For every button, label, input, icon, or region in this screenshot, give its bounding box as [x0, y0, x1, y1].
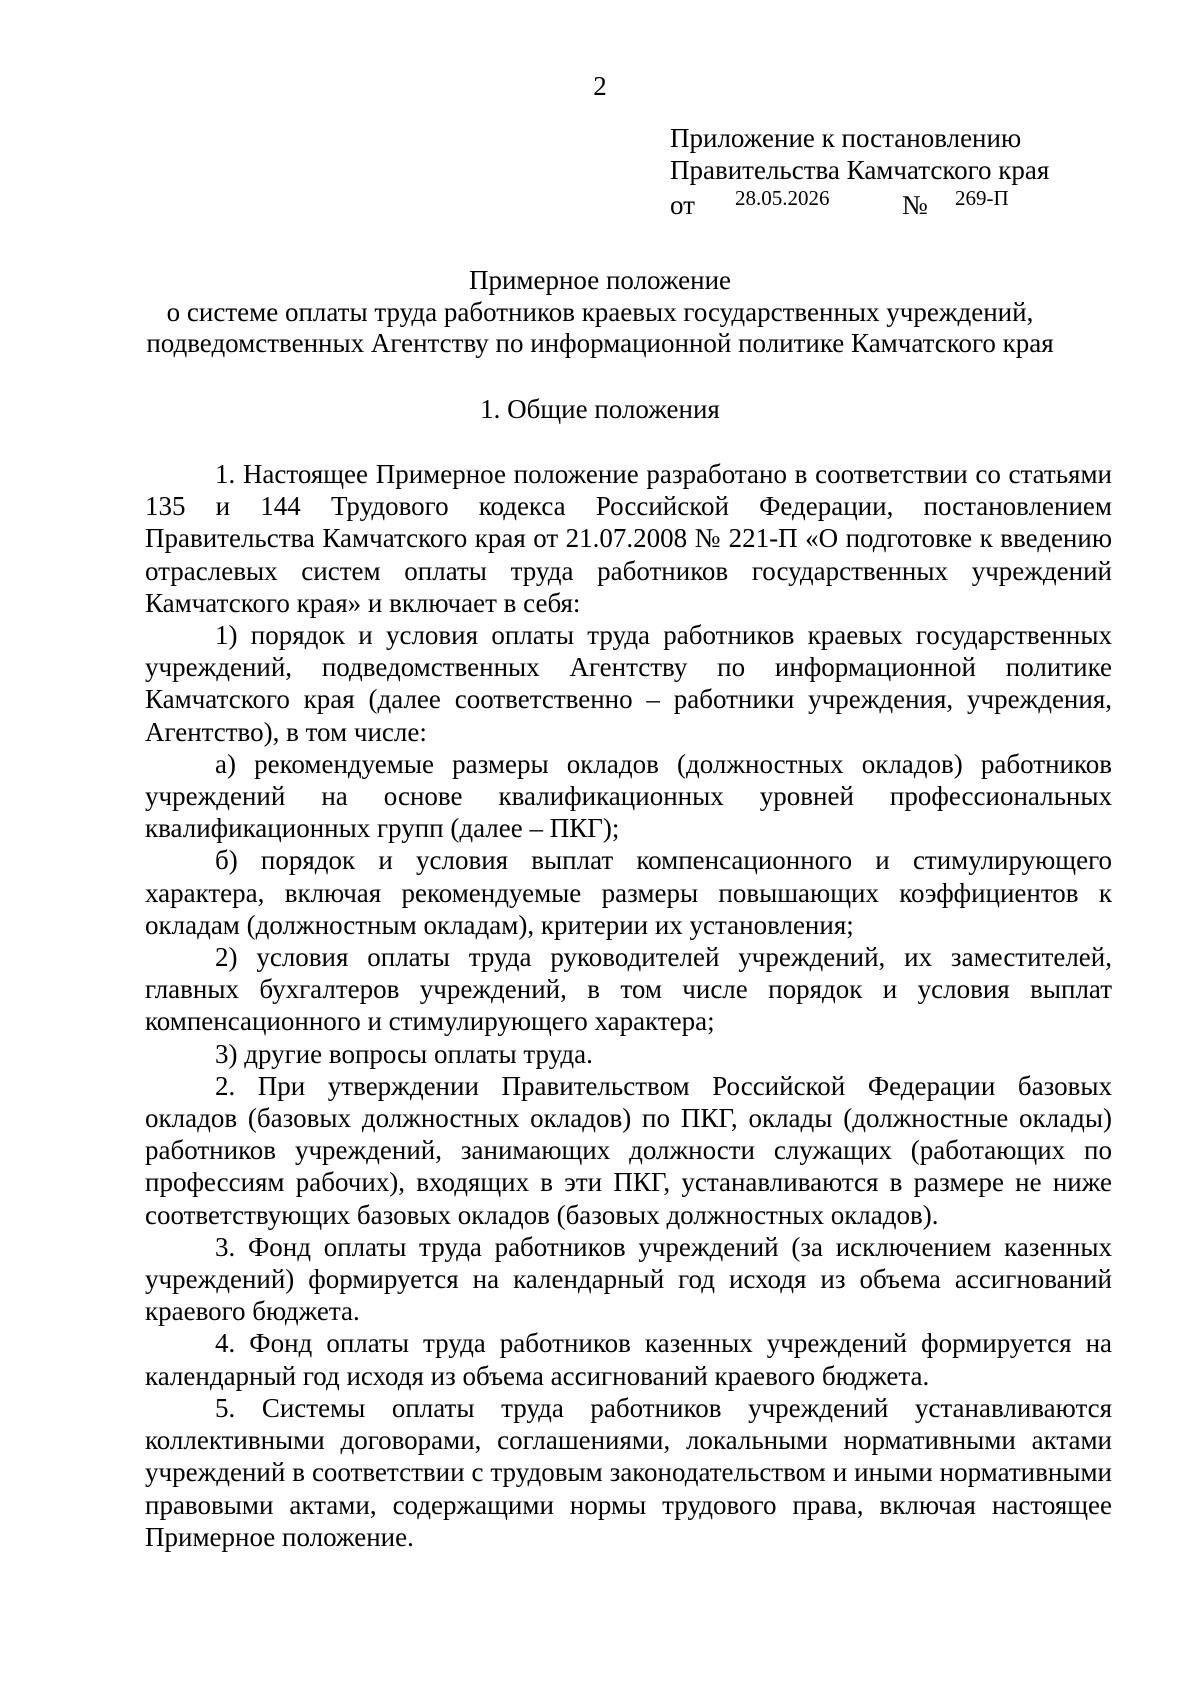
- document-body: [145, 458, 1112, 1553]
- appendix-header: [670, 122, 1130, 220]
- title-line-2: о системе оплаты труда работников краевых государственных учреждений,: [166, 296, 1034, 327]
- paragraph-2: 2. При утверждении Правительством Российской Федерации базовых окладов (базовых должностных окладов) по ПКГ, оклады (должностные оклады) работников учреждений, занимающих должности служащих (работающих по профессиям рабочих), входящих в эти ПКГ, устанавливаются в размере не ниже соответствующих базовых окладов (базовых должностных окладов).: [145, 1070, 1112, 1230]
- paragraph-5: 5. Системы оплаты труда работников учреждений устанавливаются коллективными договорами, соглашениями, локальными нормативными актами учреждений в соответствии с трудовым законодательством и иными нормативными правовыми актами, содержащими нормы трудового права, включая настоящее Примерное положение.: [145, 1392, 1112, 1552]
- page-number: 2: [593, 71, 607, 101]
- from-label: от: [670, 190, 695, 220]
- paragraph-1-3: 3) другие вопросы оплаты труда.: [215, 1038, 593, 1069]
- resolution-number: 269-П: [955, 186, 1009, 210]
- paragraph-1-1: 1) порядок и условия оплаты труда работников краевых государственных учреждений, подведомственных Агентству по информационной политике Камчатского края (далее соответственно – работники учреждения, учреждения, Агентство), в том числе:: [145, 620, 1112, 747]
- appendix-line-2: Правительства Камчатского края: [670, 155, 1050, 185]
- title-line-3: подведомственных Агентству по информационной политике Камчатского края: [146, 328, 1054, 358]
- resolution-reference: [670, 186, 1130, 220]
- paragraph-1: 1. Настоящее Примерное положение разработано в соответствии со статьями 135 и 144 Трудового кодекса Российской Федерации, постановлением Правительства Камчатского края от 21.07.2008 № 221-П «О подготовке к введению отраслевых систем оплаты труда работников государственных учреждений Камчатского края» и включает в себя:: [145, 459, 1112, 618]
- paragraph-1-1-a: а) рекомендуемые размеры окладов (должностных окладов) работников учреждений на основе квалификационных уровней профессиональных квалификационных групп (далее – ПКГ);: [145, 748, 1112, 844]
- title-line-1: Примерное положение: [468, 265, 732, 295]
- paragraph-4: 4. Фонд оплаты труда работников казенных учреждений формируется на календарный год исходя из объема ассигнований краевого бюджета.: [145, 1328, 1112, 1391]
- paragraph-1-2: 2) условия оплаты труда руководителей учреждений, их заместителей, главных бухгалтеров учреждений, в том числе порядок и условия выплат компенсационного и стимулирующего характера;: [145, 942, 1112, 1037]
- resolution-date: 28.05.2026: [735, 186, 830, 210]
- document-title: [100, 265, 1100, 360]
- paragraph-1-1-b: б) порядок и условия выплат компенсационного и стимулирующего характера, включая рекомендуемые размеры повышающих коэффициентов к окладам (должностным окладам), критерии их установления;: [145, 845, 1112, 940]
- paragraph-3: 3. Фонд оплаты труда работников учреждений (за исключением казенных учреждений) формируется на календарный год исходя из объема ассигнований краевого бюджета.: [145, 1231, 1112, 1327]
- appendix-line-1: Приложение к постановлению: [670, 123, 1022, 153]
- number-sign: №: [902, 190, 928, 220]
- section-title: 1. Общие положения: [480, 394, 720, 424]
